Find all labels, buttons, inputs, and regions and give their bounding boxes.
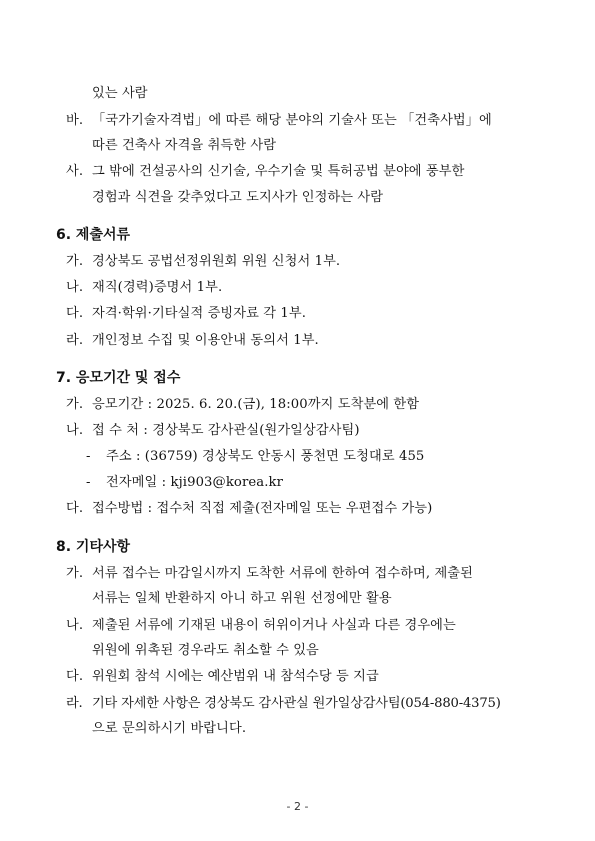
section-heading-6: 6. 제출서류: [56, 227, 131, 243]
list-item-text: 위원회 참석 시에는 예산범위 내 참석수당 등 지급: [92, 669, 379, 684]
list-item-continuation: 경험과 식견을 갖추었다고 도지사가 인정하는 사람: [92, 190, 384, 205]
list-item-ba: [66, 112, 492, 130]
dash-marker: -: [86, 449, 91, 464]
list-item: [66, 396, 419, 414]
page-number: - 2 -: [286, 800, 309, 813]
list-item-text: 제출된 서류에 기재된 내용이 허위이거나 사실과 다른 경우에는: [92, 618, 456, 633]
list-item: [66, 617, 456, 635]
list-item: [66, 253, 340, 271]
sub-item-email: [86, 474, 283, 492]
list-item-text: 「국가기술자격법」에 따른 해당 분야의 기술사 또는 「건축사법」에: [92, 113, 492, 128]
list-marker: 가.: [66, 566, 84, 581]
list-item-text: 그 밖에 건설공사의 신기술, 우수기술 및 특허공법 분야에 풍부한: [92, 164, 465, 179]
list-item: [66, 565, 473, 583]
list-item-text: 응모기간 : 2025. 6. 20.(금), 18:00까지 도착분에 한함: [92, 397, 420, 412]
list-item-text: 재직(경력)증명서 1부.: [92, 280, 223, 295]
list-marker: 가.: [66, 254, 84, 269]
list-marker: 다.: [66, 306, 84, 321]
section-heading-8: 8. 기타사항: [56, 539, 131, 555]
section-heading-7: 7. 응모기간 및 접수: [56, 370, 181, 386]
list-item: [66, 279, 222, 297]
intro-line: 있는 사람: [92, 86, 148, 101]
list-item-text: 접수방법 : 접수처 직접 제출(전자메일 또는 우편접수 가능): [92, 501, 433, 516]
list-marker: 나.: [66, 280, 84, 295]
list-marker: 바.: [66, 113, 84, 128]
list-item: [66, 332, 319, 350]
list-item-text: 개인정보 수집 및 이용안내 동의서 1부.: [92, 333, 319, 348]
list-marker: 나.: [66, 423, 84, 438]
list-item: [66, 422, 360, 440]
list-item-continuation: 따른 건축사 자격을 취득한 사람: [92, 138, 277, 153]
dash-marker: -: [86, 475, 91, 490]
list-item: [66, 500, 432, 518]
list-marker: 라.: [66, 333, 84, 348]
list-item: [66, 305, 306, 323]
list-marker: 사.: [66, 164, 84, 179]
address-text: 주소 : (36759) 경상북도 안동시 풍천면 도청대로 455: [106, 449, 425, 464]
email-text: 전자메일 : kji903@korea.kr: [106, 475, 284, 490]
list-item-continuation: 서류는 일체 반환하지 아니 하고 위원 선정에만 활용: [92, 591, 392, 606]
list-marker: 라.: [66, 696, 83, 711]
list-item: [66, 695, 501, 713]
list-item-text: 접 수 처 : 경상북도 감사관실(원가일상감사팀): [92, 423, 360, 438]
list-marker: 가.: [66, 397, 84, 412]
list-item-text: 기타 자세한 사항은 경상북도 감사관실 원가일상감사팀(054-880-4375): [92, 696, 501, 711]
list-item-text: 서류 접수는 마감일시까지 도착한 서류에 한하여 접수하며, 제출된: [92, 566, 473, 581]
list-item: [66, 668, 379, 686]
sub-item-address: [86, 448, 424, 466]
list-marker: 다.: [66, 501, 84, 516]
list-marker: 나.: [66, 618, 84, 633]
list-item-sa: [66, 163, 464, 181]
list-item-text: 경상북도 공법선정위원회 위원 신청서 1부.: [92, 254, 341, 269]
list-marker: 다.: [66, 669, 84, 684]
list-item-continuation: 위원에 위촉된 경우라도 취소할 수 있음: [92, 643, 319, 658]
list-item-text: 자격·학위·기타실적 증빙자료 각 1부.: [92, 306, 306, 321]
list-item-continuation: 으로 문의하시기 바랍니다.: [92, 721, 247, 736]
